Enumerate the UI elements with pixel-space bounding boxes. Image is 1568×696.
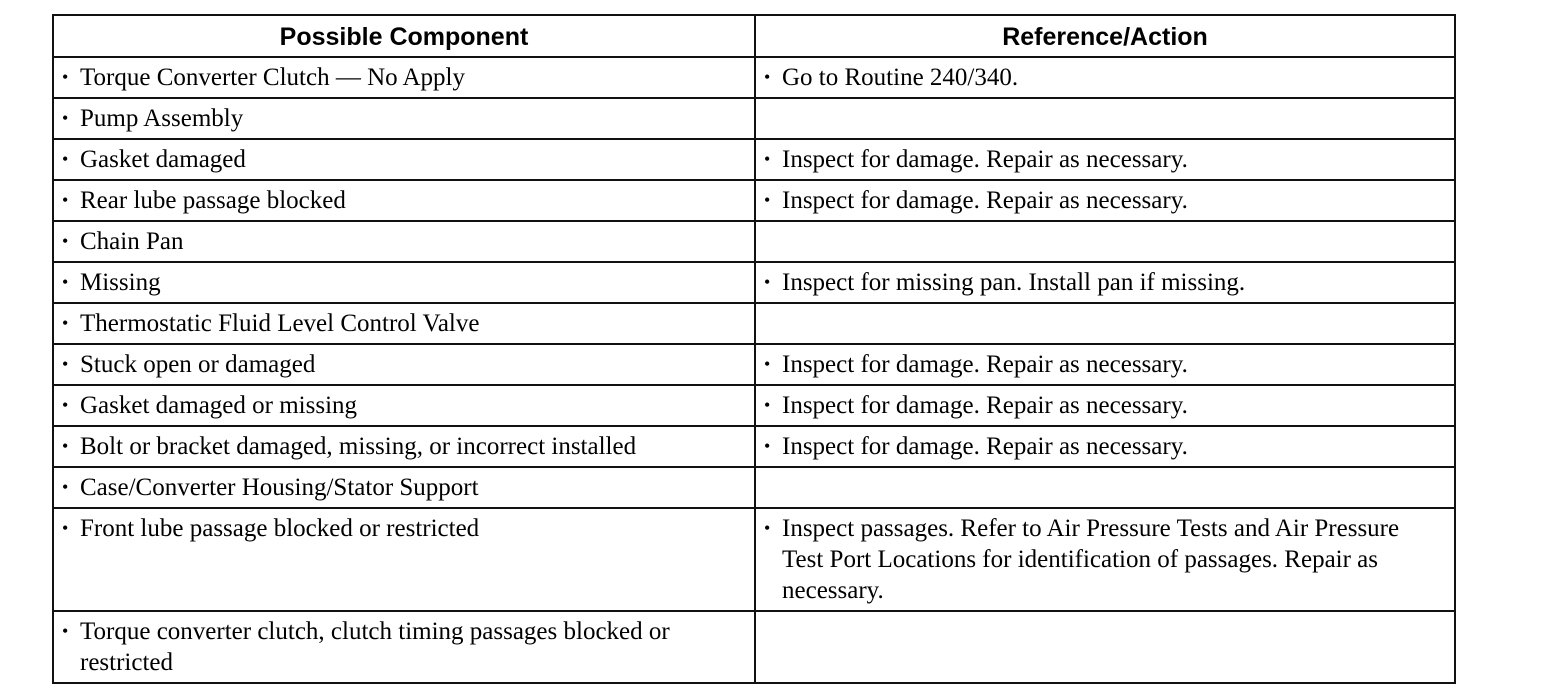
table-row bbox=[53, 426, 1455, 467]
cell-reference-action bbox=[755, 508, 1455, 611]
bullet-icon: • bbox=[62, 354, 69, 374]
header-possible-component: Possible Component bbox=[53, 15, 755, 57]
table-row bbox=[53, 57, 1455, 98]
bullet-icon: • bbox=[62, 621, 69, 641]
bullet-icon: • bbox=[764, 149, 771, 169]
table-row bbox=[53, 180, 1455, 221]
cell-reference-action bbox=[755, 467, 1455, 508]
cell-reference-action bbox=[755, 611, 1455, 683]
action-text: Inspect passages. Refer to Air Pressure Tests and Air Pressure Test Port Locations for identification of passages. Repair as necessary. bbox=[782, 515, 1400, 604]
cell-possible-component bbox=[53, 98, 755, 139]
bullet-item bbox=[62, 431, 746, 462]
table-row bbox=[53, 221, 1455, 262]
cell-possible-component bbox=[53, 303, 755, 344]
action-text: Inspect for damage. Repair as necessary. bbox=[782, 433, 1188, 460]
component-text: Pump Assembly bbox=[80, 105, 244, 132]
bullet-item bbox=[764, 513, 1446, 606]
table-row bbox=[53, 303, 1455, 344]
component-text: Missing bbox=[80, 269, 161, 296]
cell-reference-action bbox=[755, 139, 1455, 180]
component-text: Gasket damaged or missing bbox=[80, 392, 358, 419]
bullet-item bbox=[764, 185, 1446, 216]
table-header-row bbox=[53, 15, 1455, 57]
table-row bbox=[53, 508, 1455, 611]
table-row bbox=[53, 139, 1455, 180]
bullet-item bbox=[764, 144, 1446, 175]
cell-possible-component bbox=[53, 221, 755, 262]
cell-possible-component bbox=[53, 385, 755, 426]
cell-reference-action bbox=[755, 303, 1455, 344]
bullet-icon: • bbox=[764, 67, 771, 87]
component-text: Thermostatic Fluid Level Control Valve bbox=[80, 310, 480, 337]
cell-possible-component bbox=[53, 344, 755, 385]
component-text: Stuck open or damaged bbox=[80, 351, 316, 378]
component-text: Gasket damaged bbox=[80, 146, 246, 173]
component-text: Rear lube passage blocked bbox=[80, 187, 346, 214]
cell-reference-action bbox=[755, 426, 1455, 467]
bullet-item bbox=[62, 144, 746, 175]
bullet-icon: • bbox=[62, 518, 69, 538]
cell-possible-component bbox=[53, 262, 755, 303]
bullet-icon: • bbox=[62, 190, 69, 210]
cell-reference-action bbox=[755, 262, 1455, 303]
action-text: Inspect for damage. Repair as necessary. bbox=[782, 392, 1188, 419]
bullet-icon: • bbox=[764, 395, 771, 415]
cell-reference-action bbox=[755, 221, 1455, 262]
bullet-item bbox=[62, 226, 746, 257]
bullet-icon: • bbox=[62, 231, 69, 251]
component-text: Chain Pan bbox=[80, 228, 184, 255]
bullet-icon: • bbox=[764, 354, 771, 374]
action-text: Inspect for damage. Repair as necessary. bbox=[782, 351, 1188, 378]
bullet-icon: • bbox=[764, 190, 771, 210]
bullet-item bbox=[62, 390, 746, 421]
bullet-item bbox=[62, 267, 746, 298]
action-text: Go to Routine 240/340. bbox=[782, 64, 1019, 91]
table-row bbox=[53, 98, 1455, 139]
bullet-icon: • bbox=[764, 272, 771, 292]
header-reference-action: Reference/Action bbox=[755, 15, 1455, 57]
bullet-icon: • bbox=[62, 395, 69, 415]
component-text: Torque converter clutch, clutch timing passages blocked or restricted bbox=[80, 618, 670, 676]
bullet-icon: • bbox=[764, 436, 771, 456]
bullet-item bbox=[62, 513, 746, 544]
bullet-icon: • bbox=[62, 313, 69, 333]
component-text: Torque Converter Clutch — No Apply bbox=[80, 64, 465, 91]
table-row bbox=[53, 385, 1455, 426]
table-row bbox=[53, 262, 1455, 303]
diagnosis-table bbox=[52, 14, 1456, 684]
cell-possible-component bbox=[53, 467, 755, 508]
bullet-icon: • bbox=[62, 436, 69, 456]
bullet-item bbox=[62, 103, 746, 134]
diagnosis-table-container bbox=[52, 14, 1454, 684]
bullet-item bbox=[62, 349, 746, 380]
bullet-icon: • bbox=[62, 149, 69, 169]
bullet-icon: • bbox=[764, 518, 771, 538]
cell-possible-component bbox=[53, 180, 755, 221]
cell-reference-action bbox=[755, 180, 1455, 221]
bullet-item bbox=[764, 431, 1446, 462]
bullet-item bbox=[62, 62, 746, 93]
cell-possible-component bbox=[53, 611, 755, 683]
bullet-item bbox=[62, 472, 746, 503]
cell-possible-component bbox=[53, 57, 755, 98]
table-body bbox=[53, 57, 1455, 683]
component-text: Case/Converter Housing/Stator Support bbox=[80, 474, 479, 501]
table-row bbox=[53, 344, 1455, 385]
bullet-item bbox=[764, 390, 1446, 421]
bullet-item bbox=[764, 267, 1446, 298]
cell-possible-component bbox=[53, 426, 755, 467]
cell-possible-component bbox=[53, 508, 755, 611]
cell-reference-action bbox=[755, 385, 1455, 426]
bullet-icon: • bbox=[62, 108, 69, 128]
bullet-icon: • bbox=[62, 67, 69, 87]
action-text: Inspect for damage. Repair as necessary. bbox=[782, 187, 1188, 214]
action-text: Inspect for damage. Repair as necessary. bbox=[782, 146, 1188, 173]
component-text: Bolt or bracket damaged, missing, or incorrect installed bbox=[80, 433, 637, 460]
cell-reference-action bbox=[755, 98, 1455, 139]
bullet-icon: • bbox=[62, 272, 69, 292]
bullet-item bbox=[62, 185, 746, 216]
bullet-item bbox=[62, 308, 746, 339]
component-text: Front lube passage blocked or restricted bbox=[80, 515, 480, 542]
bullet-item bbox=[62, 616, 746, 678]
bullet-item bbox=[764, 349, 1446, 380]
table-row bbox=[53, 611, 1455, 683]
action-text: Inspect for missing pan. Install pan if missing. bbox=[782, 269, 1246, 296]
bullet-icon: • bbox=[62, 477, 69, 497]
cell-reference-action bbox=[755, 57, 1455, 98]
bullet-item bbox=[764, 62, 1446, 93]
cell-possible-component bbox=[53, 139, 755, 180]
cell-reference-action bbox=[755, 344, 1455, 385]
table-row bbox=[53, 467, 1455, 508]
